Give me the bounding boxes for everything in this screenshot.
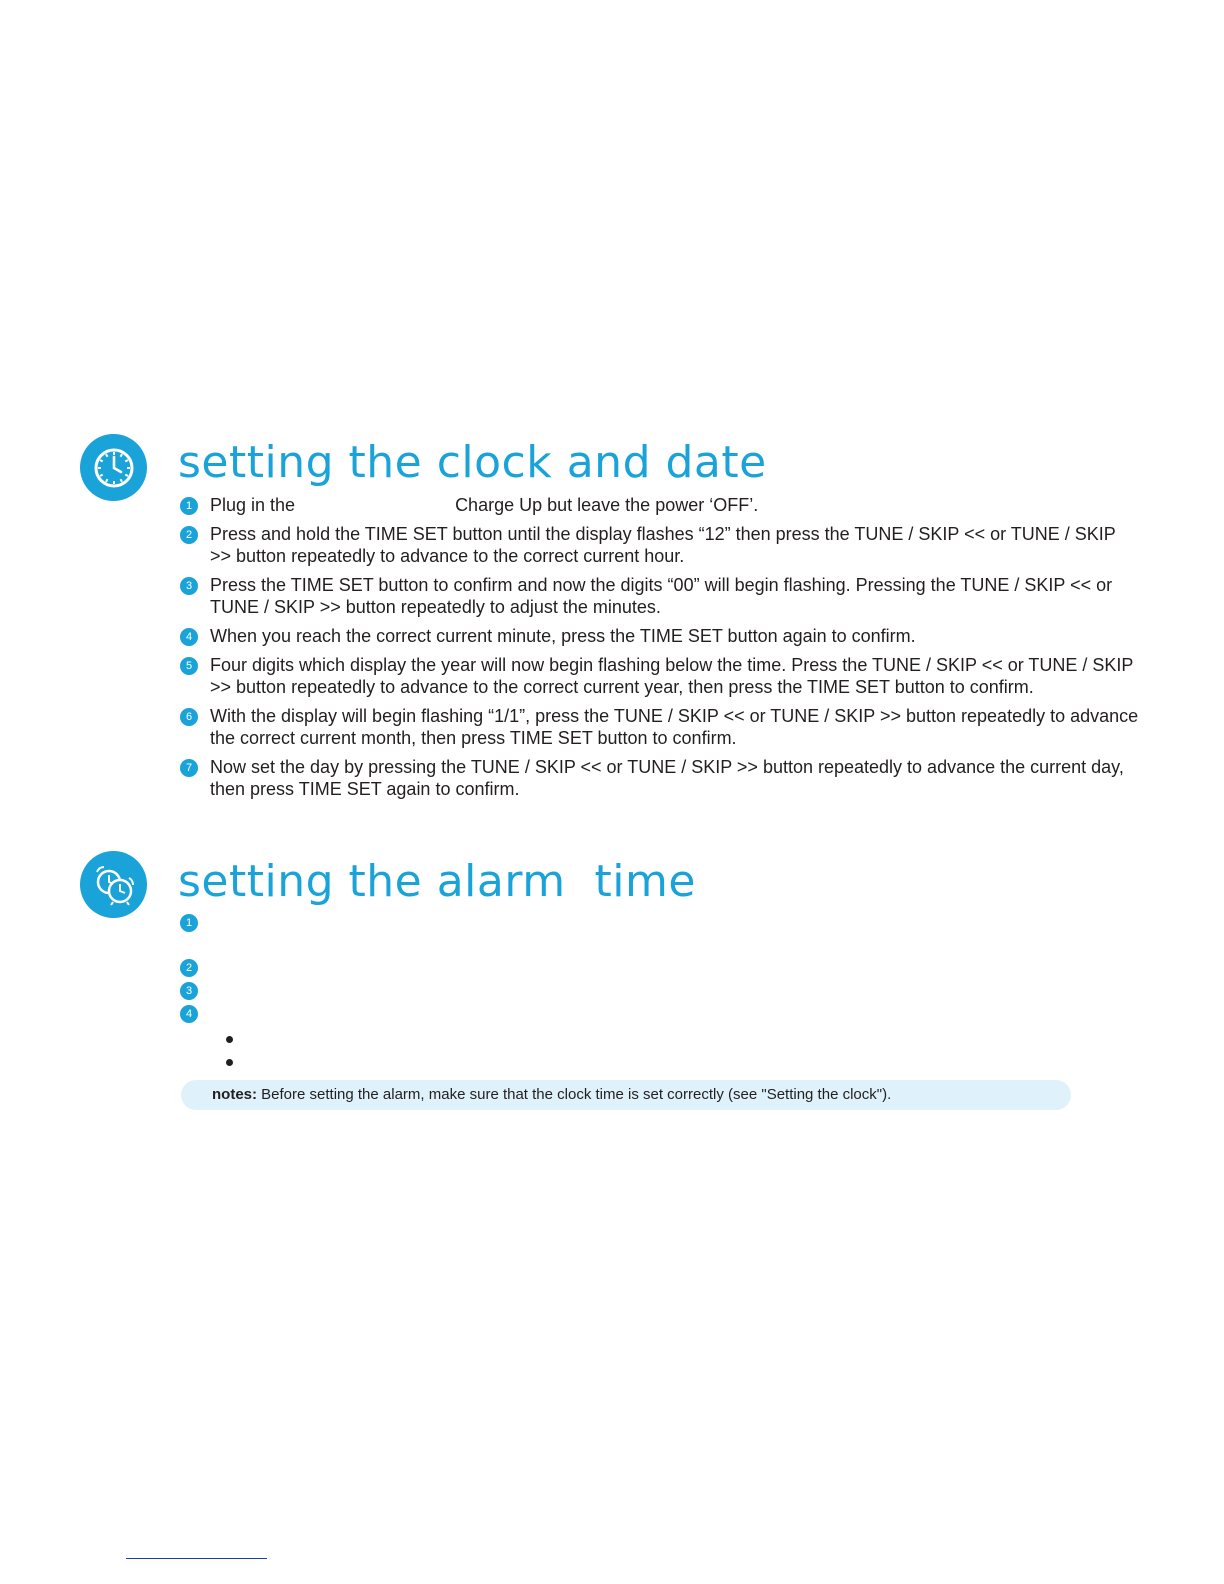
clock-step xyxy=(180,523,1140,567)
clock-step xyxy=(180,654,1140,698)
clock-step xyxy=(180,574,1140,618)
step-text: When you reach the correct current minute, press the TIME SET button again to confirm. xyxy=(210,626,916,646)
step-number-badge: 2 xyxy=(180,959,198,977)
notes-label: notes: xyxy=(212,1086,257,1103)
notes-text: Before setting the alarm, make sure that the clock time is set correctly (see "Setting the clock"). xyxy=(257,1086,892,1103)
alarm-clock-icon xyxy=(80,851,147,918)
step-number-badge: 4 xyxy=(180,628,198,646)
notes-bar xyxy=(181,1080,1071,1110)
alarm-section-title: setting the alarm time xyxy=(178,856,696,907)
step-text: Now set the day by pressing the TUNE / SKIP << or TUNE / SKIP >> button repeatedly to advance the current day, then press TIME SET again to confirm. xyxy=(210,757,1124,799)
clock-step xyxy=(180,625,1140,647)
bullet-point xyxy=(226,1059,233,1066)
step-number-badge: 1 xyxy=(180,914,198,932)
clock-steps-list xyxy=(180,494,1140,807)
clock-icon xyxy=(80,434,147,501)
step-number-badge: 1 xyxy=(180,497,198,515)
step-number-badge: 5 xyxy=(180,657,198,675)
step-number-badge: 2 xyxy=(180,526,198,544)
clock-step xyxy=(180,705,1140,749)
clock-section-title: setting the clock and date xyxy=(178,437,767,488)
step-text: Plug in the xyxy=(210,495,296,515)
footnote-divider xyxy=(126,1558,267,1559)
step-text: Four digits which display the year will now begin flashing below the time. Press the TUNE / SKIP << or TUNE / SKIP >> button repeatedly to advance to the correct current year, then press the TIME SET button to confirm. xyxy=(210,655,1134,697)
step-text: Press and hold the TIME SET button until the display flashes “12” then press the TUNE / SKIP << or TUNE / SKIP >> button repeatedly to advance to the correct current hour. xyxy=(210,524,1116,566)
step-text: Charge Up but leave the power ‘OFF’. xyxy=(455,495,759,515)
step-number-badge: 4 xyxy=(180,1005,198,1023)
step-number-badge: 3 xyxy=(180,982,198,1000)
step-text: Press the TIME SET button to confirm and now the digits “00” will begin flashing. Pressing the TUNE / SKIP << or TUNE / SKIP >> button repeatedly to adjust the minutes. xyxy=(210,575,1113,617)
clock-step xyxy=(180,494,1140,516)
step-number-badge: 7 xyxy=(180,759,198,777)
clock-step xyxy=(180,756,1140,800)
step-number-badge: 3 xyxy=(180,577,198,595)
step-text: With the display will begin flashing “1/1”, press the TUNE / SKIP << or TUNE / SKIP >> button repeatedly to advance the correct current month, then press TIME SET button to confirm. xyxy=(210,706,1139,748)
bullet-point xyxy=(226,1036,233,1043)
step-number-badge: 6 xyxy=(180,708,198,726)
